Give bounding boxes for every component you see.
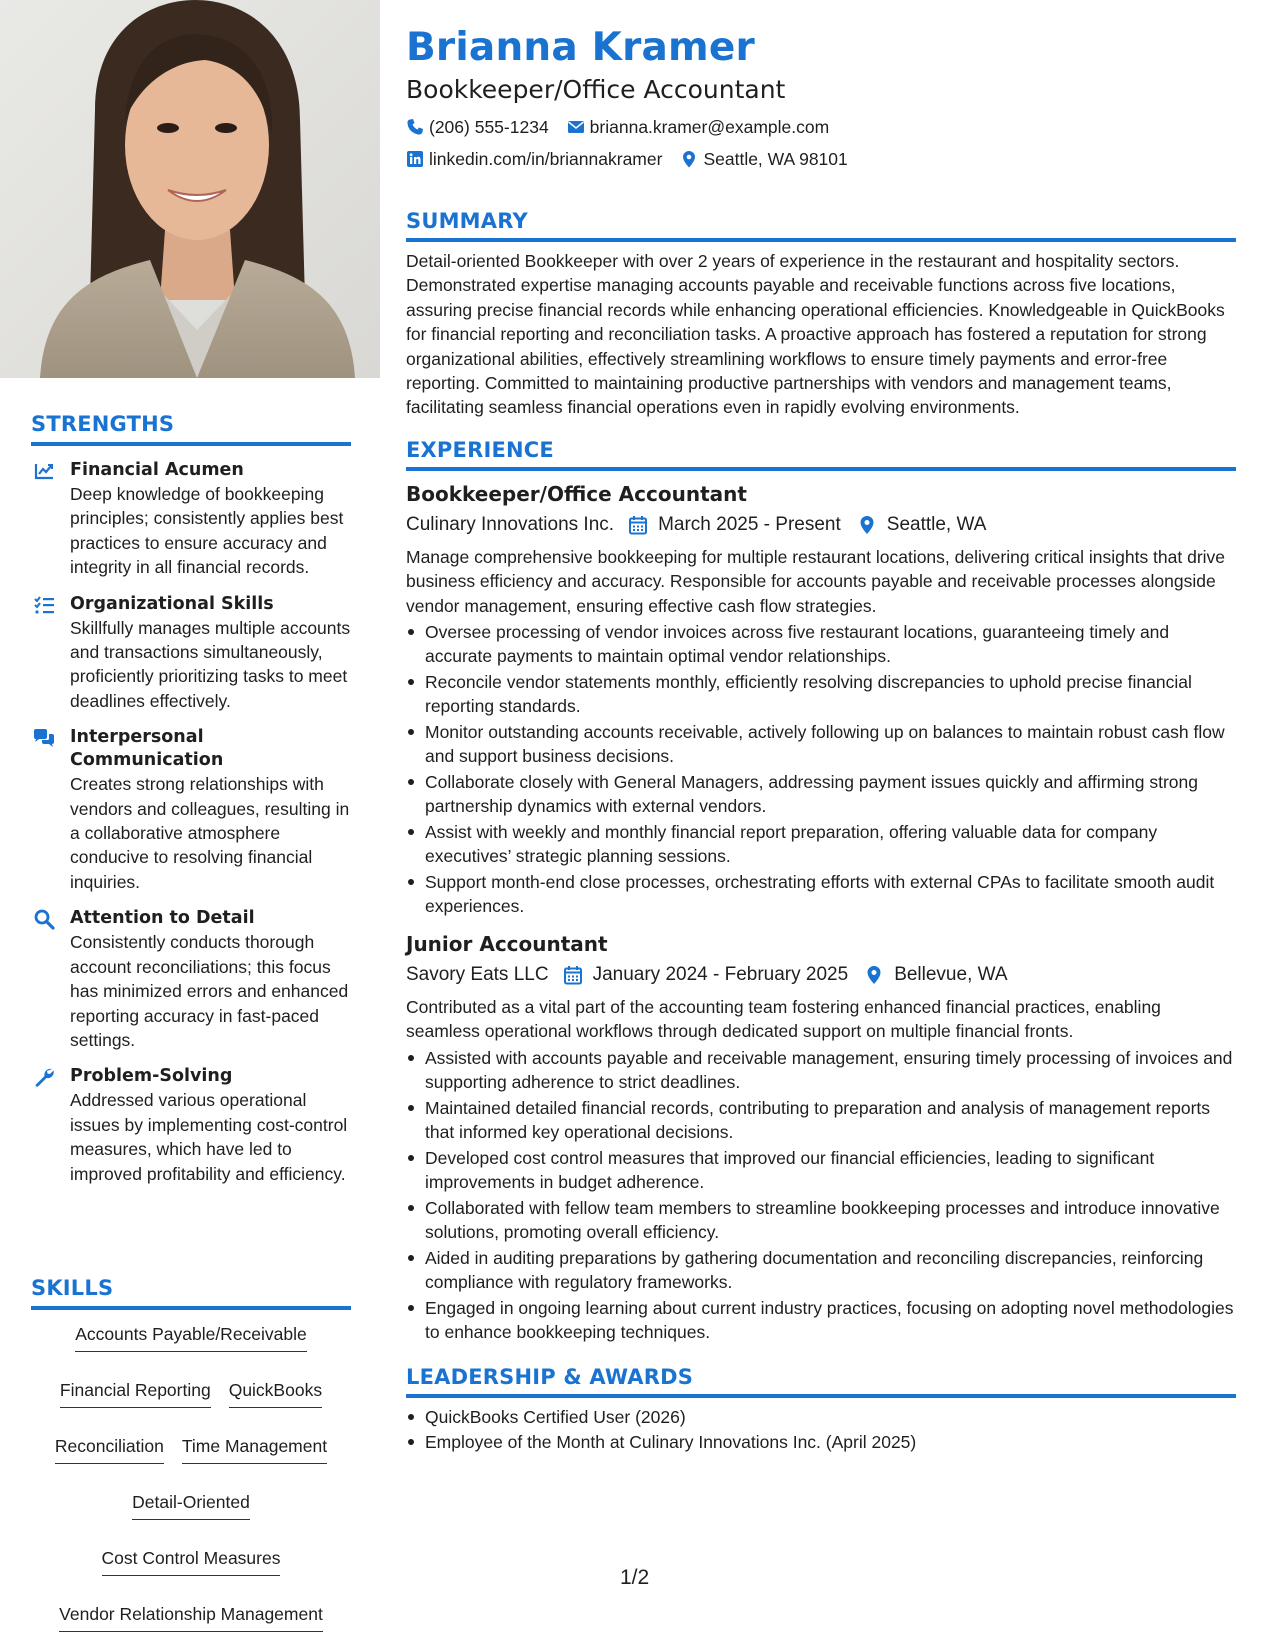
company-name: Savory Eats LLC bbox=[406, 963, 549, 985]
list-item: Maintained detailed financial records, contributing to preparation and analysis of management reports that informed key operational decisions. bbox=[406, 1096, 1236, 1145]
contact-row bbox=[406, 147, 1236, 171]
experience-heading: EXPERIENCE bbox=[406, 438, 1236, 471]
strength-description: Deep knowledge of bookkeeping principles; consistently applies best practices to ensure accuracy and integrity in all financial records. bbox=[70, 484, 344, 578]
candidate-headline: Bookkeeper/Office Accountant bbox=[406, 75, 786, 104]
strength-title: Organizational Skills bbox=[70, 593, 274, 614]
job-location: Bellevue, WA bbox=[894, 963, 1008, 985]
phone-icon bbox=[406, 118, 424, 136]
job-meta bbox=[406, 961, 1236, 989]
job-bullets bbox=[406, 620, 1236, 919]
strength-item bbox=[31, 907, 351, 1052]
job-bullets bbox=[406, 1046, 1236, 1345]
strengths-heading: STRENGTHS bbox=[31, 412, 351, 446]
job-entry bbox=[406, 931, 1236, 1345]
awards-heading: LEADERSHIP & AWARDS bbox=[406, 1365, 1236, 1398]
candidate-name: Brianna Kramer bbox=[406, 25, 755, 70]
list-item: Developed cost control measures that improved our financial efficiencies, leading to significant improvements in budget adherence. bbox=[406, 1146, 1236, 1195]
chart-line-icon bbox=[33, 460, 55, 482]
strengths-section bbox=[31, 412, 351, 1186]
page-number: 1/2 bbox=[620, 1566, 650, 1589]
main-column bbox=[406, 22, 1236, 1455]
strength-title: Financial Acumen bbox=[70, 460, 244, 480]
location-pin-icon bbox=[857, 515, 877, 535]
job-title: Bookkeeper/Office Accountant bbox=[406, 481, 747, 506]
job-dates: March 2025 - Present bbox=[658, 513, 841, 535]
summary-section bbox=[406, 209, 1236, 420]
list-item: Employee of the Month at Culinary Innovations Inc. (April 2025) bbox=[406, 1430, 1236, 1454]
skill-tag: Time Management bbox=[182, 1434, 327, 1464]
skill-tag: Accounts Payable/Receivable bbox=[75, 1322, 307, 1352]
summary-text: Detail-oriented Bookkeeper with over 2 years of experience in the restaurant and hospitality sectors. Demonstrated expertise managing accounts payable and receivable functions across five locations, assuring precise financial records while enhancing operational efficiencies. Knowledgeable in QuickBooks for financial reporting and reconciliation tasks. A proactive approach has fostered a reputation for strong organizational abilities, effectively streamlining workflows to ensure timely payments and error-free reporting. Committed to maintaining productive partnerships with vendors and management teams, facilitating seamless financial operations even in rapidly evolving environments. bbox=[406, 251, 1225, 418]
strength-description: Consistently conducts thorough account reconciliations; this focus has minimized errors and enhanced reporting accuracy in fast-paced settings. bbox=[70, 932, 349, 1050]
skill-tag: Cost Control Measures bbox=[102, 1546, 281, 1576]
skills-list bbox=[31, 1322, 351, 1632]
location-pin-icon bbox=[864, 965, 884, 985]
awards-section bbox=[406, 1365, 1236, 1455]
list-item: Reconcile vendor statements monthly, efficiently resolving discrepancies to uphold precise financial reporting standards. bbox=[406, 670, 1236, 719]
strength-description: Skillfully manages multiple accounts and transactions simultaneously, proficiently prioritizing tasks to meet deadlines effectively. bbox=[70, 617, 351, 711]
skills-heading: SKILLS bbox=[31, 1276, 351, 1310]
awards-list bbox=[406, 1405, 1236, 1455]
skill-tag: QuickBooks bbox=[229, 1378, 322, 1408]
summary-heading: SUMMARY bbox=[406, 209, 1236, 242]
skill-tag: Detail-Oriented bbox=[132, 1490, 250, 1520]
list-item: Engaged in ongoing learning about current industry practices, focusing on adopting novel methodologies to enhance bookkeeping techniques. bbox=[406, 1296, 1236, 1345]
job-summary: Manage comprehensive bookkeeping for multiple restaurant locations, delivering critical insights that drive business efficiency and accuracy. Responsible for accounts payable and receivable processes alongside vendor management, ensuring effective cash flow strategies. bbox=[406, 546, 1226, 616]
calendar-icon bbox=[563, 965, 583, 985]
linkedin-icon bbox=[406, 150, 424, 168]
job-entry bbox=[406, 481, 1236, 919]
calendar-icon bbox=[628, 515, 648, 535]
list-item: Oversee processing of vendor invoices across five restaurant locations, guaranteeing timely and accurate payments to maintain optimal vendor relationships. bbox=[406, 620, 1236, 669]
location-text: Seattle, WA 98101 bbox=[703, 149, 848, 169]
location-pin-icon bbox=[680, 150, 698, 168]
list-item: Assist with weekly and monthly financial report preparation, offering valuable data for company executives’ strategic planning sessions. bbox=[406, 820, 1236, 869]
profile-photo bbox=[0, 0, 380, 378]
job-dates: January 2024 - February 2025 bbox=[592, 963, 849, 985]
list-item: Support month-end close processes, orchestrating efforts with external CPAs to facilitate smooth audit experiences. bbox=[406, 870, 1236, 919]
job-location: Seattle, WA bbox=[886, 513, 987, 535]
strength-item bbox=[31, 726, 351, 894]
strength-title: Attention to Detail bbox=[70, 908, 255, 929]
linkedin-link[interactable]: linkedin.com/in/briannakramer bbox=[429, 149, 663, 169]
experience-section bbox=[406, 438, 1236, 1345]
chat-bubbles-icon bbox=[33, 727, 55, 749]
wrench-icon bbox=[33, 1066, 55, 1088]
envelope-icon bbox=[567, 118, 585, 136]
strength-item bbox=[31, 1065, 351, 1186]
search-icon bbox=[33, 908, 55, 930]
strength-item bbox=[31, 459, 351, 580]
company-name: Culinary Innovations Inc. bbox=[406, 513, 615, 535]
strength-title: Problem-Solving bbox=[70, 1066, 233, 1087]
list-item: Assisted with accounts payable and receivable management, ensuring timely processing of invoices and supporting adherence to strict deadlines. bbox=[406, 1046, 1236, 1095]
strength-title: Interpersonal Communication bbox=[70, 727, 224, 771]
strength-description: Creates strong relationships with vendors and colleagues, resulting in a collaborative atmosphere conducive to resolving financial inquiries. bbox=[70, 774, 350, 892]
strength-description: Addressed various operational issues by implementing cost-control measures, which have led to improved profitability and efficiency. bbox=[70, 1090, 348, 1184]
skill-tag: Reconciliation bbox=[55, 1434, 164, 1464]
job-summary: Contributed as a vital part of the accounting team fostering enhanced financial practices, enabling seamless operational workflows through dedicated support on multiple financial fronts. bbox=[406, 996, 1161, 1042]
skill-tag: Vendor Relationship Management bbox=[59, 1602, 323, 1632]
skills-section bbox=[31, 1276, 351, 1632]
checklist-icon bbox=[33, 594, 55, 616]
list-item: Aided in auditing preparations by gathering documentation and reconciling discrepancies, reinforcing compliance with regulatory frameworks. bbox=[406, 1246, 1236, 1295]
phone-number[interactable]: (206) 555-1234 bbox=[429, 117, 549, 137]
list-item: Collaborate closely with General Managers, addressing payment issues quickly and affirming strong partnership dynamics with external vendors. bbox=[406, 770, 1236, 819]
list-item: Monitor outstanding accounts receivable, actively following up on balances to maintain robust cash flow and support business decisions. bbox=[406, 720, 1236, 769]
strength-item bbox=[31, 593, 351, 714]
email-link[interactable]: brianna.kramer@example.com bbox=[589, 117, 830, 137]
list-item: Collaborated with fellow team members to streamline bookkeeping processes and introduce innovative solutions, promoting overall efficiency. bbox=[406, 1196, 1236, 1245]
left-column bbox=[0, 0, 380, 1650]
skill-tag: Financial Reporting bbox=[60, 1378, 211, 1408]
job-meta bbox=[406, 511, 1236, 539]
list-item: QuickBooks Certified User (2026) bbox=[406, 1405, 1236, 1429]
job-title: Junior Accountant bbox=[406, 931, 608, 956]
contact-row bbox=[406, 115, 1236, 139]
